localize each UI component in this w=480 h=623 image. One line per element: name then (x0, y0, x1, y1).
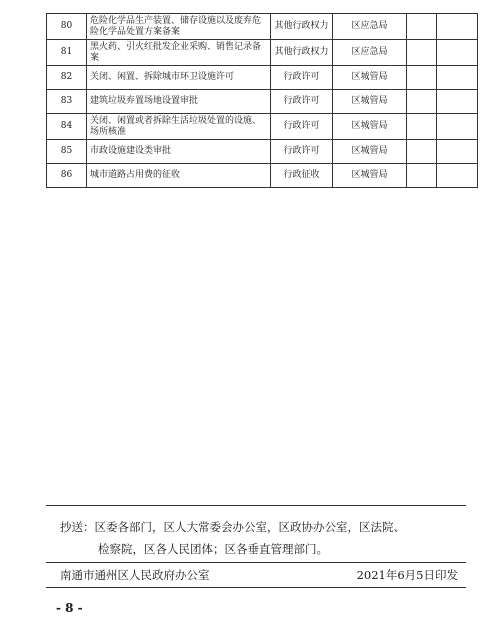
copy-to-block (46, 505, 466, 556)
power-type: 其他行政权力 (271, 40, 333, 66)
matters-table (46, 13, 478, 188)
copy-to-line-2: 检察院，区各人民团体；区各垂直管理部门。 (98, 542, 328, 556)
matter-name: 关闭、闲置或者拆除生活垃圾处置的设施、场所核准 (87, 114, 271, 140)
row-number: 80 (47, 14, 87, 40)
power-type: 其他行政权力 (271, 14, 333, 40)
row-number: 81 (47, 40, 87, 66)
department: 区城管局 (333, 164, 407, 188)
table-row (47, 66, 478, 90)
matter-name: 市政设施建设类审批 (87, 140, 271, 164)
empty-cell (407, 140, 437, 164)
matter-name: 关闭、闲置、拆除城市环卫设施许可 (87, 66, 271, 90)
table-row (47, 40, 478, 66)
empty-cell (407, 90, 437, 114)
issue-line (46, 562, 466, 588)
department: 区城管局 (333, 90, 407, 114)
matter-name: 黑火药、引火红批发企业采购、销售记录备案 (87, 40, 271, 66)
empty-cell (437, 66, 478, 90)
power-type: 行政许可 (271, 140, 333, 164)
issue-date: 2021年6月5日印发 (356, 568, 458, 582)
table-row (47, 164, 478, 188)
power-type: 行政许可 (271, 90, 333, 114)
department: 区应急局 (333, 40, 407, 66)
matter-name: 危险化学品生产装置、储存设施以及废弃危险化学品处置方案备案 (87, 14, 271, 40)
copy-to-label: 抄送： (60, 520, 95, 534)
empty-cell (407, 164, 437, 188)
empty-cell (437, 140, 478, 164)
empty-cell (437, 90, 478, 114)
row-number: 84 (47, 114, 87, 140)
issuer: 南通市通州区人民政府办公室 (60, 568, 210, 582)
power-type: 行政征收 (271, 164, 333, 188)
empty-cell (407, 114, 437, 140)
department: 区应急局 (333, 14, 407, 40)
page-number: - 8 - (56, 601, 83, 615)
row-number: 82 (47, 66, 87, 90)
copy-to-text (60, 516, 460, 560)
table-row (47, 140, 478, 164)
power-type: 行政许可 (271, 114, 333, 140)
empty-cell (437, 114, 478, 140)
matters-table-body (47, 14, 478, 188)
matter-name: 城市道路占用费的征收 (87, 164, 271, 188)
table-row (47, 114, 478, 140)
department: 区城管局 (333, 66, 407, 90)
copy-to-line-1: 区委各部门，区人大常委会办公室，区政协办公室，区法院、 (94, 520, 405, 534)
empty-cell (407, 66, 437, 90)
department: 区城管局 (333, 114, 407, 140)
empty-cell (437, 40, 478, 66)
empty-cell (437, 164, 478, 188)
department: 区城管局 (333, 140, 407, 164)
table-row (47, 90, 478, 114)
empty-cell (407, 40, 437, 66)
matter-name: 建筑垃圾弃置场地设置审批 (87, 90, 271, 114)
row-number: 83 (47, 90, 87, 114)
empty-cell (407, 14, 437, 40)
power-type: 行政许可 (271, 66, 333, 90)
empty-cell (437, 14, 478, 40)
table-row (47, 14, 478, 40)
row-number: 86 (47, 164, 87, 188)
row-number: 85 (47, 140, 87, 164)
